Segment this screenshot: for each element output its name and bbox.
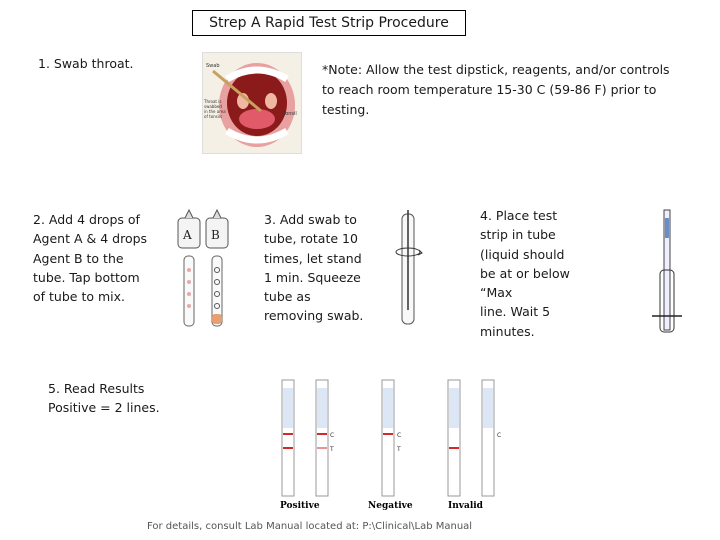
step-3-text: 3. Add swab to tube, rotate 10 times, let stand 1 min. Squeeze tube as removing swab. — [264, 212, 364, 324]
t-label: T — [330, 446, 334, 453]
invalid-strip-1 — [448, 380, 460, 496]
temperature-note: *Note: Allow the test dipstick, reagents, and/or controls to reach room temperature 15-30 C (59-86 F) prior to testing. — [322, 62, 670, 117]
footer-text: For details, consult Lab Manual located at: P:\Clinical\Lab Manual — [147, 521, 473, 532]
step-2-text: 2. Add 4 drops of Agent A & 4 drops Agent B to the tube. Tap bottom of tube to mix. — [33, 212, 148, 305]
c-label-invalid: C — [497, 432, 502, 439]
bottle-b-label: B — [211, 228, 220, 242]
invalid-strip-2 — [482, 380, 501, 496]
throat-caption: Throat is swabbed in the area of tonsils — [204, 99, 226, 119]
dipstick-tube-image — [652, 208, 682, 336]
negative-label: Negative — [368, 501, 413, 510]
step-5-text: 5. Read Results Positive = 2 lines. — [48, 381, 160, 416]
swab-label: Swab — [206, 63, 220, 69]
c-label-negative: C — [397, 432, 402, 439]
t-label-negative: T — [397, 446, 401, 453]
positive-strip-2 — [316, 380, 334, 496]
bottle-a-label: A — [183, 228, 192, 242]
tonsil-label: Tonsil — [283, 111, 297, 117]
throat-swab-image — [202, 52, 302, 154]
negative-strip — [382, 380, 401, 496]
invalid-label: Invalid — [448, 501, 483, 510]
reagent-bottles-image — [176, 208, 232, 332]
page-title: Strep A Rapid Test Strip Procedure — [192, 10, 466, 36]
step-1-text: 1. Swab throat. — [38, 56, 134, 71]
result-strips-image — [272, 378, 510, 510]
positive-label: Positive — [280, 501, 320, 510]
tube-swab-image — [393, 210, 423, 328]
c-label: C — [330, 432, 335, 439]
positive-strip-1 — [282, 380, 294, 496]
step-4-text: 4. Place test strip in tube (liquid should be at or below “Max line. Wait 5 minutes. — [480, 208, 570, 339]
